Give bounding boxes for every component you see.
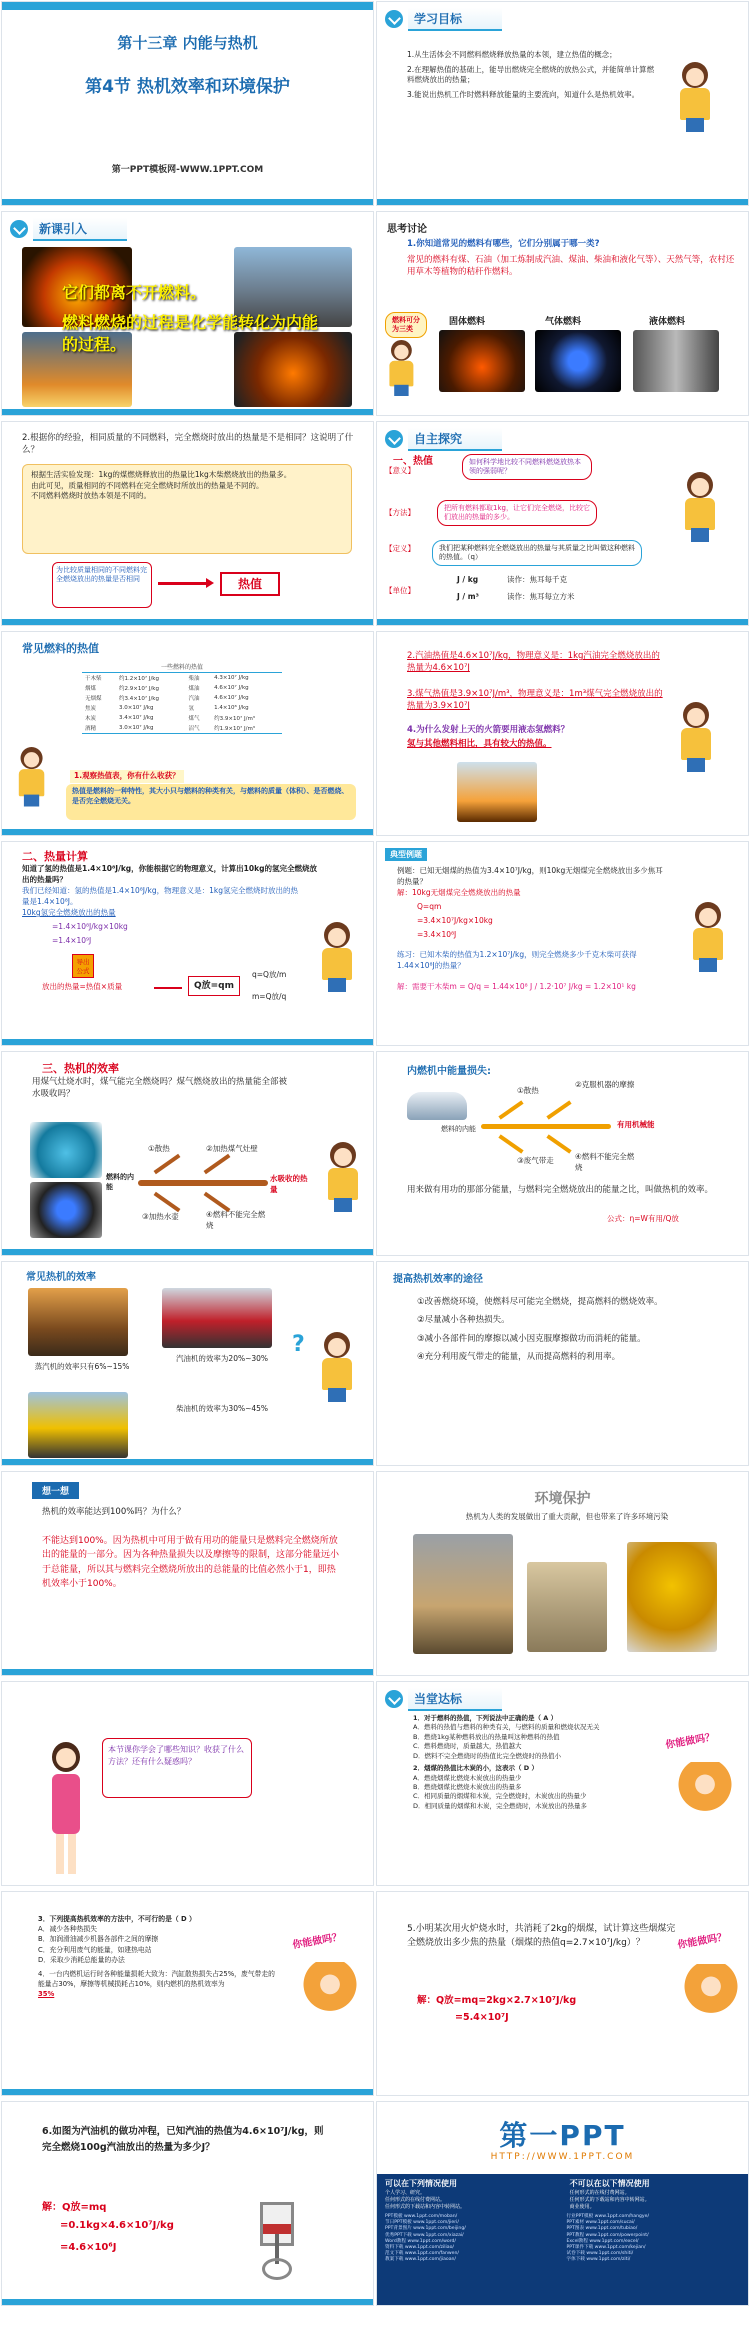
table-row xyxy=(82,713,282,723)
slide-12-losses xyxy=(376,1051,749,1256)
slide-heading: 当堂达标 xyxy=(408,1688,502,1711)
answer-line: 根据生活实验发现：1kg的煤燃烧释放出的热量比1kg木柴燃烧放出的热量多。 xyxy=(31,470,292,479)
item: 2.汽油热值是4.6×10⁷J/kg，物理意义是：1kg汽油完全燃烧放出的热量为4.6×10⁷J xyxy=(407,651,660,674)
answer-line: 解：Q放=mq xyxy=(42,2202,107,2213)
table-cell: 柴油 xyxy=(188,676,200,682)
factory-photo xyxy=(413,1534,513,1654)
useful-label: 有用机械能 xyxy=(617,1120,655,1129)
yellow-tree-photo xyxy=(627,1542,717,1652)
unit-symbol: J / m³ xyxy=(457,592,479,601)
site-link[interactable]: Word教程 www.1ppt.com/word/ xyxy=(385,2238,456,2244)
table-cell: 3.4×10⁷ J/kg xyxy=(119,715,154,721)
table-cell: 约3.4×10⁷ J/kg xyxy=(119,696,159,702)
item: 3.煤气热值是3.9×10⁷J/m³，物理意义是：1m³煤气完全燃烧放出的热量为3.9×10⁷J xyxy=(407,689,663,712)
option: A．燃烧烟煤比燃烧木炭放出的热量少 xyxy=(413,1773,522,1782)
unit-reading: 读作：焦耳每千克 xyxy=(507,575,567,584)
site-link[interactable]: Excel教程 www.1ppt.com/excel/ xyxy=(566,2238,639,2244)
method-item: ②尽量减小各种热损失。 xyxy=(417,1315,510,1326)
slide-heading: 思考讨论 xyxy=(387,224,427,235)
teacher-illustration xyxy=(672,62,718,134)
slide-9-calc xyxy=(1,841,374,1046)
diagram-branch xyxy=(154,1192,181,1212)
engine-diagram xyxy=(252,2202,302,2282)
check-icon xyxy=(10,220,28,238)
answer-line: =4.6×10⁶J xyxy=(60,2242,117,2253)
steam-engine-photo xyxy=(28,1288,128,1356)
formula-tag: 导出公式 xyxy=(72,954,94,978)
calc-line: =1.4×10⁸J/kg×10kg xyxy=(52,922,128,931)
table-cell: 4.3×10⁷ J/kg xyxy=(214,675,249,681)
formula-box: Q放=qm xyxy=(188,976,240,996)
usage-item: 任何形式的下载站和内容中转网站。 xyxy=(569,2197,650,2203)
fuel-kind-label: 液体燃料 xyxy=(649,317,686,327)
table-cell: 4.6×10⁷ J/kg xyxy=(214,685,249,691)
table-cell: 烟煤 xyxy=(85,686,97,692)
intro-line-2: 燃料燃烧的过程是化学能转化为内能的过程。 xyxy=(62,313,319,354)
unit-reading: 读作：焦耳每立方米 xyxy=(507,592,575,601)
question: 热机的效率能达到100%吗？为什么？ xyxy=(42,1507,186,1517)
gas-stove-photo xyxy=(30,1182,102,1238)
slide-4-discussion xyxy=(376,211,749,416)
slide-heading: 环境保护 xyxy=(534,1491,591,1507)
answer-box xyxy=(22,464,352,554)
solution-line: 解：10kg无烟煤完全燃烧放出的热量 xyxy=(397,888,521,897)
girl-illustration xyxy=(677,472,723,544)
site-link[interactable]: PPT教程 www.1ppt.com/powerpoint/ xyxy=(566,2232,649,2238)
table-cell: 无烟煤 xyxy=(85,696,102,702)
unit-symbol: J / kg xyxy=(457,575,479,584)
subtitle: 热机为人类的发展做出了重大贡献，但也带来了许多环境污染 xyxy=(465,1512,669,1521)
question: 6.如图为汽油机的做功冲程，已知汽油的热值为4.6×10⁷J/kg，则完全燃烧100g汽油放出的热量为多少J？ xyxy=(42,2126,324,2154)
method-item: ①改善燃烧环境，使燃料尽可能完全燃烧，提高燃料的燃烧效率。 xyxy=(417,1297,663,1307)
answer-line: 解：Q放=mq=2kg×2.7×10⁷J/kg xyxy=(417,1995,577,2006)
arrow xyxy=(154,987,182,989)
slide-8-meaning xyxy=(376,631,749,836)
answer-line: =0.1kg×4.6×10⁷J/kg xyxy=(60,2220,174,2231)
site-link[interactable]: 教案下载 www.1ppt.com/jiaoan/ xyxy=(385,2257,456,2263)
question: 例题：已知无烟煤的热值为3.4×10⁷J/kg，则10kg无烟煤完全燃烧放出多少焦耳的热量？ xyxy=(397,866,663,886)
slide-heading: 典型例题 xyxy=(385,848,427,861)
gas-station-photo xyxy=(633,330,719,392)
question-mark: ? xyxy=(292,1332,305,1357)
check-icon xyxy=(385,1690,403,1708)
question: 1.观察热值表，你有什么收获？ xyxy=(70,770,184,783)
definition: 用来做有用功的那部分能量，与燃料完全燃烧放出的能量之比，叫做热机的效率。 xyxy=(407,1185,714,1195)
slide-16-environment xyxy=(376,1471,749,1676)
usage-item: 任何形式的在线付费网站。 xyxy=(569,2190,630,2196)
girl-illustration xyxy=(314,1332,360,1404)
table-row xyxy=(82,693,282,703)
question: 用煤气灶烧水时，煤气能完全燃烧吗？煤气燃烧放出的热量能全部被水吸收吗？ xyxy=(32,1077,288,1100)
think-tag: 想一想 xyxy=(32,1482,79,1499)
site-link[interactable]: 优秀PPT下载 www.1ppt.com/xiazai/ xyxy=(385,2232,464,2238)
site-link[interactable]: PPT素材 www.1ppt.com/sucai/ xyxy=(566,2220,635,2226)
gas-flame-photo xyxy=(535,330,621,392)
car-photo xyxy=(407,1092,467,1120)
answer: 解：需要干木柴m = Q/q = 1.44×10⁸ J / 1.2·10⁷ J/kg = 1.2×10¹ kg xyxy=(397,982,636,991)
table-row xyxy=(82,723,282,734)
table-cell: 3.0×10⁷ J/kg xyxy=(119,725,154,731)
item: 4.为什么发射上天的火箭要用液态氢燃料？ xyxy=(407,725,570,735)
slide-21-exercise xyxy=(1,2101,374,2306)
option: B．燃烧1kg某种燃料放出的热量叫这种燃料的热值 xyxy=(413,1732,560,1741)
option: A．燃料的热值与燃料的种类有关，与燃料的质量和燃烧状况无关 xyxy=(413,1723,600,1732)
link-grid xyxy=(385,2214,740,2264)
option: B．燃烧烟煤比燃烧木炭放出的热量多 xyxy=(413,1782,522,1791)
loss-label: ④燃料不能完全燃烧 xyxy=(206,1210,266,1230)
diagram-branch xyxy=(546,1100,571,1119)
formula-text: 放出的热量=热值×质量 xyxy=(42,982,123,991)
slide-10-example xyxy=(376,841,749,1046)
credits-panel xyxy=(377,2174,748,2305)
slide-19-exercises xyxy=(1,1891,374,2096)
table-cell: 干木柴 xyxy=(85,676,102,682)
table-row xyxy=(82,683,282,693)
slide-2-goals xyxy=(376,1,749,206)
question: 5.小明某次用火炉烧水时，共消耗了2kg的烟煤，试计算这些烟煤完全燃烧放出多少焦的热量（烟煤的热值q=2.7×10⁷J/kg）？ xyxy=(407,1924,676,1949)
kettle-photo xyxy=(30,1122,102,1178)
diagram-trunk xyxy=(138,1180,268,1186)
question: 1．对于燃料的热值，下列说法中正确的是（ A ） xyxy=(413,1714,558,1722)
answer: 不能达到100%。因为热机中可用于做有用功的能量只是燃料完全燃烧所放出的能量的一部分。因为各种热量损失以及摩擦等的限制，这部分能量远小于总能量，所以其与燃料完全燃烧所放出的总能量的比值必然小于1，即热机效率小于100%。 xyxy=(42,1536,340,1590)
slide-5-compare xyxy=(1,421,374,626)
truck-photo xyxy=(28,1392,128,1458)
site-link[interactable]: 节日PPT模板 www.1ppt.com/jieri/ xyxy=(385,2220,459,2226)
section-title: 第4节 热机效率和环境保护 xyxy=(85,77,290,97)
answer-line: 由此可见，质量相同的不同燃料在完全燃烧时所放出的热量是不同的。 xyxy=(31,480,264,490)
question: 知道了氢的热值是1.4×10⁸J/kg，你能根据它的物理意义，计算出10kg的氢完全燃烧放出的热量吗？ xyxy=(22,864,317,884)
option: C．相同质量的烟煤和木炭，完全燃烧时，木炭放出的热量少 xyxy=(413,1792,587,1801)
table-cell: 煤气 xyxy=(188,716,200,722)
table-cell: 约3.9×10⁷ J/m³ xyxy=(214,716,256,722)
label-meaning: 【意义】 xyxy=(385,466,415,475)
solution-line: =3.4×10⁷J/kg×10kg xyxy=(417,916,493,925)
coal-photo xyxy=(439,330,525,392)
slide-heading: 学习目标 xyxy=(408,8,502,31)
table-cell: 约1.9×10⁷ J/m³ xyxy=(214,726,256,732)
slide-3-intro xyxy=(1,211,374,416)
slide-heading: 自主探究 xyxy=(408,428,502,451)
usage-item: 个人学习、研究。 xyxy=(385,2190,426,2196)
fuel-kind-label: 固体燃料 xyxy=(449,317,486,327)
slide-17-summary xyxy=(1,1681,374,1886)
item: 氢与其他燃料相比，具有较大的热值。 xyxy=(407,739,552,749)
usage-item: 商业使用。 xyxy=(569,2204,595,2210)
loss-label: ②加热煤气灶壁 xyxy=(206,1144,258,1153)
girl-illustration xyxy=(685,902,731,974)
useful-label: 水吸收的热量 xyxy=(270,1174,308,1194)
girl-illustration xyxy=(12,747,51,808)
usage-item: 任何形式的在线付费网站。 xyxy=(385,2197,446,2203)
usage-title: 不可以在以下情况使用 xyxy=(569,2179,650,2188)
check-icon xyxy=(385,430,403,448)
method-item: ④充分利用废气带走的能量，从而提高燃料的利用率。 xyxy=(417,1351,621,1362)
question: 2．烟煤的热值比木炭的小，这表示（ D ） xyxy=(413,1764,538,1773)
slide-heading: 新课引入 xyxy=(33,218,127,241)
definition-box: 我们把某种燃料完全燃烧放出的热量与其质量之比叫做这种燃料的热值。（q） xyxy=(432,540,642,566)
arrow xyxy=(158,582,208,585)
heat-value-label: 热值 xyxy=(220,572,280,596)
can-you-stamp: 你能做吗？ xyxy=(676,1931,728,1952)
intro-line-1: 它们都离不开燃料。 xyxy=(62,283,207,302)
label-method: 【方法】 xyxy=(385,508,415,517)
girl-illustration xyxy=(320,1142,366,1214)
loss-label: ②克服机器的摩擦 xyxy=(575,1080,635,1089)
teacher-illustration xyxy=(46,1742,86,1877)
table-row xyxy=(82,673,282,684)
goal-item: 2.在理解热值的基础上，能导出燃烧完全燃烧的放热公式，并能简单计算燃料燃烧放出的热量； xyxy=(407,64,655,84)
slide-18-exercises xyxy=(376,1681,749,1886)
table-caption: 一些燃料的热值 xyxy=(160,664,203,671)
efficiency-caption: 柴油机的效率为30%~45% xyxy=(175,1404,269,1413)
usage-title: 可以在下列情况使用 xyxy=(385,2179,457,2188)
slide-20-exercise xyxy=(376,1891,749,2096)
slide-heading: 提高热机效率的途径 xyxy=(393,1274,483,1285)
diagram-branch xyxy=(204,1154,231,1174)
goal-item: 1.从生活体会不同燃料燃烧释放热量的本领，建立热值的概念； xyxy=(407,50,617,59)
category-tag: 燃料可分为三类 xyxy=(385,312,427,338)
hint: 10kg氢完全燃烧放出的热量 xyxy=(22,908,116,917)
smog-photo xyxy=(527,1562,607,1652)
diagram-branch xyxy=(154,1154,181,1174)
usage-item: 任何形式的下载站和内容中转网站。 xyxy=(385,2204,466,2210)
student-writing-photo xyxy=(677,1762,733,1818)
slide-1-title xyxy=(1,1,374,206)
table-cell: 酒精 xyxy=(85,726,97,732)
option: D．采取少消耗总能量的办法 xyxy=(38,1955,125,1964)
option: C．燃料燃烧时，质量越大，热值越大 xyxy=(413,1742,522,1751)
logo-url: HTTP://WWW.1PPT.COM xyxy=(490,2152,635,2162)
slide-heading: 常见热机的效率 xyxy=(26,1272,96,1283)
girl-illustration xyxy=(314,922,360,994)
table-cell: 氢 xyxy=(188,706,194,712)
answer-line: =5.4×10⁷J xyxy=(455,2012,509,2023)
slide-heading: 内燃机中能量损失: xyxy=(407,1066,491,1077)
question: 2.根据你的经验，相同质量的不同燃料，完全燃烧时放出的热量是不是相同？这说明了什么？ xyxy=(22,433,354,456)
hint: 我们已经知道：氢的热值是1.4×10⁸J/kg，物理意义是：1kg氢完全燃烧时放出的热量是1.4×10⁸J。 xyxy=(22,886,298,906)
slide-15-think xyxy=(1,1471,374,1676)
table-cell: 3.0×10⁷ J/kg xyxy=(119,705,154,711)
table-cell: 汽油 xyxy=(188,696,200,702)
answer-line: 不同燃料燃烧时放热本领是不同的。 xyxy=(31,491,151,500)
method-item: ③减小各部件间的摩擦以减小因克服摩擦做功而消耗的能量。 xyxy=(417,1333,646,1344)
slide-11-efficiency xyxy=(1,1051,374,1256)
slide-22-credits xyxy=(376,2101,749,2306)
student-writing-photo xyxy=(683,1964,739,2020)
arrow-head xyxy=(206,578,214,588)
subheading: 一、热值 xyxy=(393,456,433,467)
loss-label: ①散热 xyxy=(517,1086,539,1095)
question: 1.你知道常见的燃料有哪些，它们分别属于哪一类? xyxy=(407,239,600,249)
table-cell: 4.6×10⁷ J/kg xyxy=(214,695,249,701)
slide-heading: 三、热机的效率 xyxy=(42,1062,119,1075)
slide-14-improve xyxy=(376,1261,749,1466)
chapter-title: 第十三章 内能与热机 xyxy=(117,34,258,52)
student-writing-photo xyxy=(302,1962,358,2018)
table-row xyxy=(82,703,282,713)
check-icon xyxy=(385,10,403,28)
site-link[interactable]: 行业PPT模板 www.1ppt.com/hangye/ xyxy=(566,2214,650,2219)
option: D．相同质量的烟煤和木炭，完全燃烧时，木炭放出的热量多 xyxy=(413,1801,588,1810)
answer-blank: 35% xyxy=(38,1990,55,1999)
slide-heading: 二、热量计算 xyxy=(22,850,88,863)
site-link[interactable]: 资料下载 www.1ppt.com/ziliao/ xyxy=(385,2244,454,2250)
site-link[interactable]: 试卷下载 www.1ppt.com/shiti/ xyxy=(566,2251,634,2257)
table-cell: 煤油 xyxy=(188,686,200,692)
diagram-branch xyxy=(498,1134,523,1153)
formula-derived: q=Q放/m xyxy=(252,970,287,979)
red-car-photo xyxy=(162,1288,272,1348)
diagram-center: 燃料的内能 xyxy=(441,1125,476,1133)
table-cell: 1.4×10⁸ J/kg xyxy=(214,705,249,711)
formula: 公式：η=W有用/Q放 xyxy=(607,1214,679,1223)
site-link[interactable]: PPT课件下载 www.1ppt.com/kejian/ xyxy=(566,2244,646,2250)
site-link[interactable]: PPT图表 www.1ppt.com/tubiao/ xyxy=(566,2226,638,2232)
goal-item: 3.能说出热机工作时燃料释放能量的主要流向，知道什么是热机效率。 xyxy=(407,89,640,99)
student-illustration xyxy=(383,340,420,398)
diagram-trunk xyxy=(481,1124,611,1129)
table-cell: 焦炭 xyxy=(85,706,97,712)
option: B．加润滑油减少机器各部件之间的摩擦 xyxy=(38,1935,159,1944)
efficiency-caption: 汽油机的效率为20%~30% xyxy=(175,1354,269,1363)
diagram-branch xyxy=(546,1134,571,1153)
efficiency-caption: 蒸汽机的效率只有6%~15% xyxy=(34,1362,130,1371)
site-link[interactable]: 字体下载 www.1ppt.com/ziti/ xyxy=(566,2257,631,2263)
option: D．燃料不完全燃烧时的热值比完全燃烧时的热值小 xyxy=(413,1751,562,1760)
solution-line: =3.4×10⁸J xyxy=(417,930,457,939)
slide-6-explore xyxy=(376,421,749,626)
practice: 练习：已知木柴的热值为1.2×10⁷J/kg，则完全燃烧多少千克木柴可获得1.44×10⁸J的热量？ xyxy=(397,950,637,970)
loss-label: ④燃料不能完全燃烧 xyxy=(575,1152,635,1172)
calc-line: =1.4×10⁹J xyxy=(52,936,92,945)
slide-7-table xyxy=(1,631,374,836)
site-link[interactable]: PPT模板 www.1ppt.com/moban/ xyxy=(385,2214,458,2219)
label-unit: 【单位】 xyxy=(385,586,415,595)
can-you-stamp: 你能做吗？ xyxy=(664,1731,716,1752)
loss-label: ①散热 xyxy=(148,1144,170,1153)
heat-value-table xyxy=(82,672,282,734)
formula-derived: m=Q放/q xyxy=(252,992,287,1001)
site-link[interactable]: PPT背景图片 www.1ppt.com/beijing/ xyxy=(385,2226,466,2232)
method-box: 把所有燃料都取1kg，让它们完全燃烧，比较它们放出的热量的多少。 xyxy=(437,500,597,526)
speech-bubble: 本节课你学会了哪些知识？收获了什么方法？还有什么疑惑吗？ xyxy=(102,1738,252,1798)
slide-heading: 常见燃料的热值 xyxy=(22,642,99,655)
table-cell: 约2.9×10⁷ J/kg xyxy=(119,686,159,692)
answer-box: 热值是燃料的一种特性，其大小只与燃料的种类有关，与燃料的质量（体积）、是否燃烧、是否完全燃烧无关。 xyxy=(66,784,356,820)
table-cell: 约1.2×10⁷ J/kg xyxy=(119,676,159,682)
logo: 第一PPT xyxy=(499,2119,626,2152)
site-label: 第一PPT模板网-WWW.1PPT.COM xyxy=(111,165,264,175)
site-link[interactable]: 范文下载 www.1ppt.com/fanwen/ xyxy=(385,2251,459,2257)
fuel-kind-label: 气体燃料 xyxy=(545,317,582,327)
answer: 常见的燃料有煤、石油（加工炼制成汽油、煤油、柴油和液化气等）、天然气等，农村还用草木等植物的秸秆作燃料。 xyxy=(407,255,735,278)
table-cell: 沼气 xyxy=(188,726,200,732)
slide-13-common xyxy=(1,1261,374,1466)
option: A．减少各种热损失 xyxy=(38,1925,98,1934)
diagram-center: 燃料的内能 xyxy=(106,1173,134,1191)
label-definition: 【定义】 xyxy=(385,544,415,553)
rocket-launch-photo xyxy=(457,762,537,822)
question: 3．下列提高热机效率的方法中，不可行的是（ D ） xyxy=(38,1915,196,1923)
girl-illustration xyxy=(673,702,719,774)
note-box: 为比较质量相同的不同燃料完全燃烧放出的热量是否相同 xyxy=(52,562,152,608)
table-cell: 木炭 xyxy=(85,716,97,722)
loss-label: ③加热水壶 xyxy=(142,1212,179,1221)
can-you-stamp: 你能做吗？ xyxy=(291,1931,343,1952)
question: 4．一台内燃机运行时各种能量损耗大致为：汽缸散热损失占25%，废气带走的能量占30%，摩擦等机械损耗占10%，则内燃机的热机效率为 xyxy=(38,1969,275,1989)
option: C．充分利用废气的能量，如建热电站 xyxy=(38,1945,152,1954)
loss-label: ③废气带走 xyxy=(517,1156,554,1165)
solution-line: Q=qm xyxy=(417,902,442,911)
diagram-branch xyxy=(498,1100,523,1119)
speech-bubble: 如何科学地比较不同燃料燃烧放热本领的强弱呢？ xyxy=(462,454,592,480)
